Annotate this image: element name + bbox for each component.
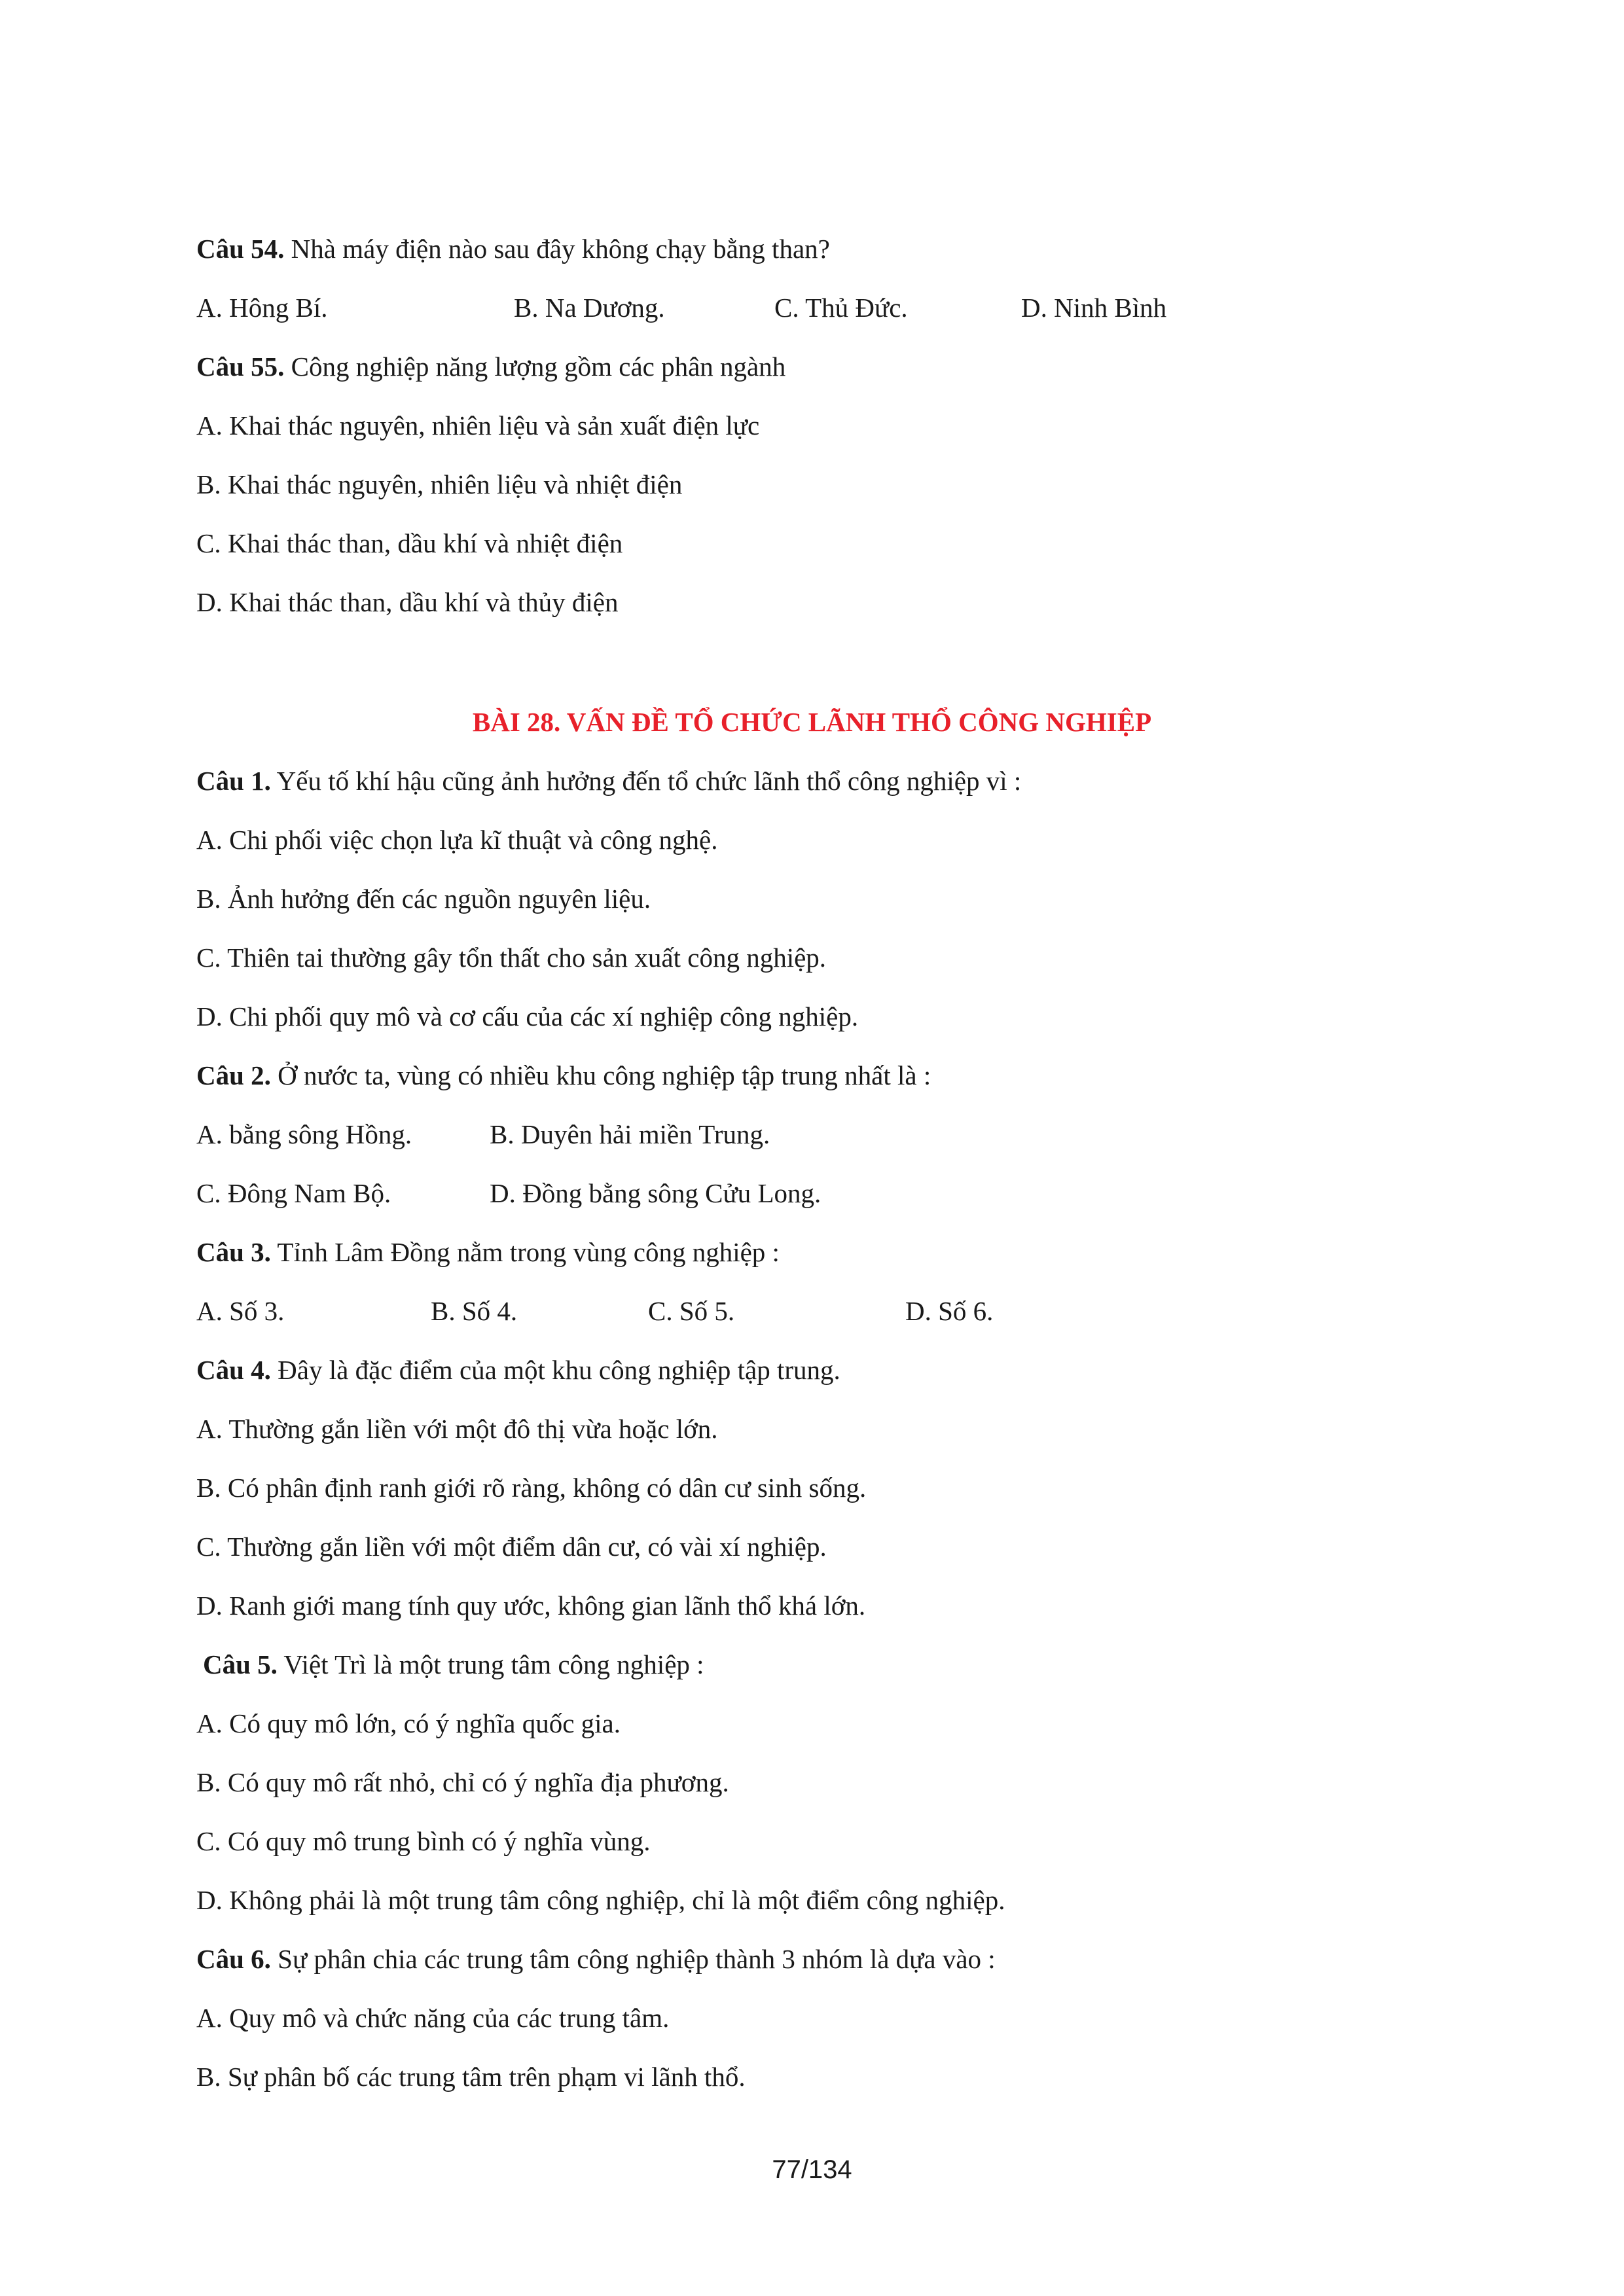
- option-a: A. Quy mô và chức năng của các trung tâm.: [196, 2003, 670, 2033]
- question-text: Sự phân chia các trung tâm công nghiệp thành 3 nhóm là dựa vào :: [270, 1944, 996, 1974]
- option-d: D. Chi phối quy mô và cơ cấu của các xí nghiệp công nghiệp.: [196, 1001, 859, 1031]
- option-a: A. bằng sông Hồng.: [196, 1119, 412, 1149]
- question-4: [196, 1354, 840, 1386]
- option-b: B. Số 4.: [431, 1296, 518, 1326]
- option-d: D. Số 6.: [905, 1296, 994, 1326]
- question-3: [196, 1236, 780, 1268]
- option-a: A. Hông Bí.: [196, 293, 328, 323]
- option-a: A. Có quy mô lớn, có ý nghĩa quốc gia.: [196, 1708, 621, 1738]
- question-6: [196, 1943, 996, 1975]
- question-label: Câu 55.: [196, 351, 285, 382]
- question-label: Câu 54.: [196, 234, 285, 264]
- section-title: BÀI 28. VẤN ĐỀ TỔ CHỨC LÃNH THỔ CÔNG NGHIỆP: [472, 707, 1152, 737]
- option-d: D. Không phải là một trung tâm công nghiệp, chỉ là một điểm công nghiệp.: [196, 1885, 1005, 1915]
- option-b: B. Na Dương.: [514, 293, 665, 323]
- option-c: C. Khai thác than, dầu khí và nhiệt điện: [196, 528, 623, 558]
- option-c: C. Thiên tai thường gây tổn thất cho sản xuất công nghiệp.: [196, 942, 827, 973]
- option-b: B. Khai thác nguyên, nhiên liệu và nhiệt điện: [196, 469, 683, 499]
- option-c: C. Có quy mô trung bình có ý nghĩa vùng.: [196, 1826, 651, 1856]
- question-54: [196, 232, 830, 265]
- question-55: [196, 350, 785, 383]
- question-text: Yếu tố khí hậu cũng ảnh hưởng đến tổ chức lãnh thổ công nghiệp vì :: [270, 766, 1022, 796]
- option-d: D. Ninh Bình: [1021, 293, 1167, 323]
- question-label: Câu 1.: [196, 766, 271, 796]
- option-a: A. Số 3.: [196, 1296, 285, 1326]
- option-a: A. Thường gắn liền với một đô thị vừa hoặc lớn.: [196, 1414, 718, 1444]
- option-c: C. Số 5.: [648, 1296, 735, 1326]
- page-number: 77/134: [772, 2155, 852, 2184]
- option-b: B. Có phân định ranh giới rõ ràng, không có dân cư sinh sống.: [196, 1473, 867, 1503]
- question-text: Nhà máy điện nào sau đây không chạy bằng than?: [284, 234, 830, 264]
- question-5: [203, 1648, 704, 1681]
- question-text: Tỉnh Lâm Đồng nằm trong vùng công nghiệp :: [270, 1237, 780, 1267]
- question-label: Câu 6.: [196, 1944, 271, 1974]
- option-c: C. Đông Nam Bộ.: [196, 1178, 391, 1208]
- question-text: Công nghiệp năng lượng gồm các phân ngành: [284, 351, 786, 382]
- option-d: D. Ranh giới mang tính quy ước, không gian lãnh thổ khá lớn.: [196, 1590, 866, 1621]
- option-c: C. Thường gắn liền với một điểm dân cư, có vài xí nghiệp.: [196, 1532, 827, 1562]
- option-b: B. Có quy mô rất nhỏ, chỉ có ý nghĩa địa phương.: [196, 1767, 729, 1797]
- question-label: Câu 4.: [196, 1355, 271, 1385]
- option-a: A. Chi phối việc chọn lựa kĩ thuật và công nghệ.: [196, 825, 718, 855]
- question-1: [196, 764, 1021, 797]
- question-text: Việt Trì là một trung tâm công nghiệp :: [277, 1649, 704, 1679]
- question-2: [196, 1059, 931, 1092]
- option-d: D. Đồng bằng sông Cửu Long.: [490, 1178, 821, 1208]
- option-b: B. Sự phân bố các trung tâm trên phạm vi lãnh thổ.: [196, 2062, 746, 2092]
- question-text: Đây là đặc điểm của một khu công nghiệp tập trung.: [270, 1355, 840, 1385]
- question-label: Câu 5.: [203, 1649, 278, 1679]
- option-b: B. Ảnh hưởng đến các nguồn nguyên liệu.: [196, 884, 651, 914]
- question-label: Câu 3.: [196, 1237, 271, 1267]
- option-c: C. Thủ Đức.: [774, 293, 908, 323]
- question-text: Ở nước ta, vùng có nhiều khu công nghiệp tập trung nhất là :: [270, 1060, 931, 1090]
- option-b: B. Duyên hải miền Trung.: [490, 1119, 770, 1149]
- question-label: Câu 2.: [196, 1060, 271, 1090]
- option-a: A. Khai thác nguyên, nhiên liệu và sản xuất điện lực: [196, 410, 760, 440]
- option-d: D. Khai thác than, dầu khí và thủy điện: [196, 587, 619, 617]
